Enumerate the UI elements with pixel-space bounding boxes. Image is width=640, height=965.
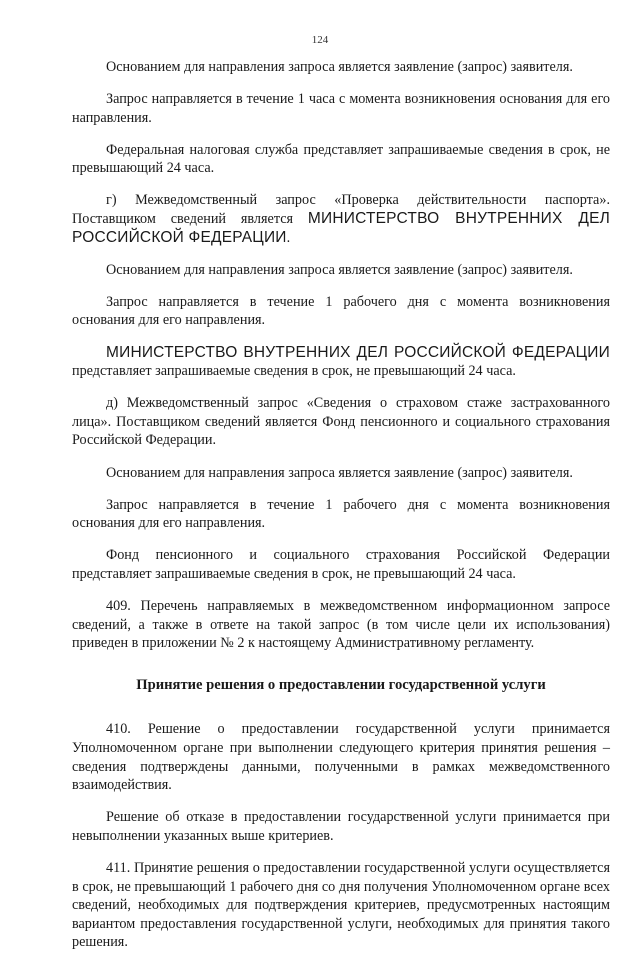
paragraph: Основанием для направления запроса является заявление (запрос) заявителя. <box>106 261 573 278</box>
document-body <box>72 58 610 965</box>
paragraph: 409. Перечень направляемых в межведомственном информационном запросе сведений, а также в ответе на такой запрос (в том числе цели их использования) приведен в приложении № 2 к настоящему Административному регламенту. <box>72 597 610 652</box>
paragraph <box>72 191 610 247</box>
paragraph: 411. Принятие решения о предоставлении государственной услуги осуществляется в срок, не превышающий 1 рабочего дня со дня получения Уполномоченном органе всех сведений, необходимых для подтверждения критериев, предусмотренных настоящим вариантом предоставления государственной услуги, необходимых для принятия такого решения. <box>72 859 610 951</box>
paragraph: Решение об отказе в предоставлении государственной услуги принимается при невыполнении указанных выше критериев. <box>72 809 610 844</box>
section-heading: Принятие решения о предоставлении государственной услуги <box>136 676 546 693</box>
paragraph: Основанием для направления запроса является заявление (запрос) заявителя. <box>106 464 573 481</box>
paragraph <box>72 344 610 381</box>
paragraph-text: представляет запрашиваемые сведения в срок, не превышающий 24 часа. <box>72 363 516 380</box>
paragraph: Федеральная налоговая служба представляет запрашиваемые сведения в срок, не превышающий 24 часа. <box>72 141 610 177</box>
paragraph: Запрос направляется в течение 1 рабочего дня с момента возникновения основания для его направления. <box>72 496 610 532</box>
organization-name: МИНИСТЕРСТВО ВНУТРЕННИХ ДЕЛ РОССИЙСКОЙ ФЕДЕРАЦИИ <box>106 343 610 361</box>
paragraph-text: . <box>286 229 291 246</box>
paragraph: д) Межведомственный запрос «Сведения о страховом стаже застрахованного лица». Поставщиком сведений является Фонд пенсионного и социального страхования Российской Федерации. <box>72 395 610 449</box>
paragraph: 410. Решение о предоставлении государственной услуги принимается Уполномоченном органе при выполнении следующего критерия принятия решения – сведения подтверждены данными, полученными в рамках межведомственного взаимодействия. <box>72 721 610 794</box>
page-number: 124 <box>311 34 329 46</box>
paragraph: Основанием для направления запроса является заявление (запрос) заявителя. <box>106 59 573 75</box>
organization-name: МИНИСТЕРСТВО ВНУТРЕННИХ ДЕЛ РОССИЙСКОЙ ФЕДЕРАЦИИ <box>72 210 610 246</box>
paragraph: Фонд пенсионного и социального страхования Российской Федерации представляет запрашиваемые сведения в срок, не превышающий 24 часа. <box>72 547 610 582</box>
paragraph: Запрос направляется в течение 1 часа с момента возникновения основания для его направления. <box>72 91 610 126</box>
paragraph-text: г) Межведомственный запрос «Проверка действительности паспорта». Поставщиком сведений является <box>72 192 610 228</box>
paragraph: Запрос направляется в течение 1 рабочего дня с момента возникновения основания для его направления. <box>72 293 610 329</box>
